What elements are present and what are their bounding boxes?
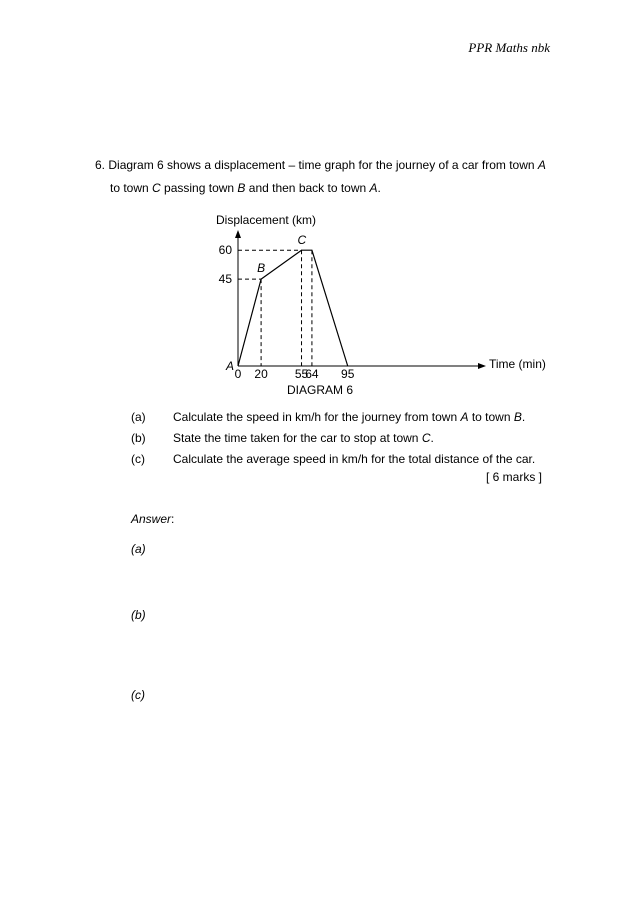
point-label-c: C bbox=[297, 233, 307, 248]
series-line bbox=[238, 250, 348, 366]
y-axis-arrow bbox=[235, 230, 241, 238]
part-c-text: Calculate the average speed in km/h for the total distance of the car. bbox=[173, 452, 536, 466]
diagram-caption: DIAGRAM 6 bbox=[286, 383, 354, 397]
town-a-label: A bbox=[537, 158, 546, 172]
part-a-label: (a) bbox=[131, 410, 146, 424]
question-number: 6. bbox=[95, 158, 106, 172]
part-c bbox=[131, 452, 535, 466]
answer-colon: : bbox=[171, 512, 175, 526]
question-line-2 bbox=[110, 181, 381, 195]
point-label-b: B bbox=[257, 261, 266, 276]
answer-part-b-label: (b) bbox=[131, 608, 146, 622]
part-b bbox=[131, 431, 434, 445]
x-tick-label-20: 20 bbox=[254, 367, 268, 381]
answer-heading bbox=[131, 512, 174, 526]
part-b-text: State the time taken for the car to stop at town bbox=[173, 431, 422, 445]
part-a-town2: B bbox=[513, 410, 522, 424]
part-a bbox=[131, 410, 525, 424]
part-a-text-2: to town bbox=[468, 410, 514, 424]
x-tick-label-55: 55 bbox=[294, 367, 309, 381]
x-tick-label-95: 95 bbox=[341, 367, 355, 381]
x-axis-label: Time (min) bbox=[489, 357, 546, 371]
answer-label: Answer bbox=[131, 512, 172, 526]
page-header: PPR Maths nbk bbox=[468, 40, 550, 55]
displacement-time-graph bbox=[0, 200, 638, 400]
question-line-1 bbox=[95, 158, 546, 172]
question-text-2c: and then back to town bbox=[245, 181, 370, 195]
part-b-text-2: . bbox=[430, 431, 434, 445]
marks-label: [ 6 marks ] bbox=[485, 470, 542, 484]
part-a-text-3: . bbox=[521, 410, 526, 424]
question-text-2a: to town bbox=[110, 181, 153, 195]
part-c-label: (c) bbox=[131, 452, 145, 466]
y-axis-label: Displacement (km) bbox=[216, 213, 317, 227]
x-tick-label-0: 0 bbox=[234, 367, 242, 381]
x-axis-arrow bbox=[478, 363, 486, 369]
point-label-a: A bbox=[226, 359, 235, 373]
part-b-town: C bbox=[421, 431, 431, 445]
y-tick-label-60: 60 bbox=[218, 243, 232, 258]
question-text-2d: . bbox=[377, 181, 381, 195]
town-a-label-2: A bbox=[369, 181, 378, 195]
part-a-town1: A bbox=[460, 410, 469, 424]
answer-part-c-label: (c) bbox=[131, 688, 145, 702]
question-text-2b: passing town bbox=[160, 181, 238, 195]
part-a-text: Calculate the speed in km/h for the journey from town bbox=[173, 410, 461, 424]
town-c-label: C bbox=[152, 181, 161, 195]
answer-part-a-label: (a) bbox=[131, 542, 146, 556]
question-text-1: Diagram 6 shows a displacement – time graph for the journey of a car from town bbox=[108, 158, 538, 172]
y-tick-label-45: 45 bbox=[218, 272, 232, 287]
x-tick-label-64: 64 bbox=[305, 367, 319, 381]
part-b-label: (b) bbox=[131, 431, 146, 445]
town-b-label: B bbox=[237, 181, 246, 195]
